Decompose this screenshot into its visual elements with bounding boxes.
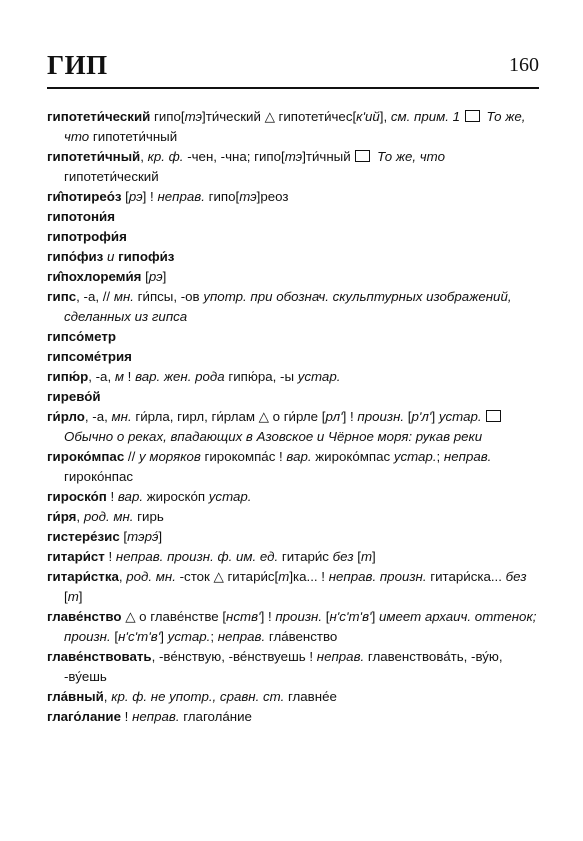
note-italic: То же, что — [373, 149, 445, 164]
entry-text: , — [103, 689, 112, 704]
dictionary-entry — [47, 207, 539, 227]
note-italic: рэ — [128, 189, 143, 204]
entry-text: ! — [104, 549, 116, 564]
entry-text: △ о главе́нстве [ — [121, 609, 227, 624]
entry-text: гитари́с — [278, 549, 333, 564]
entry-text: ги́рла, гирл, ги́рлам △ о ги́рле [ — [131, 409, 326, 424]
headword: гипотети́ческий — [47, 109, 151, 124]
entry-text: ] — [162, 269, 167, 284]
dictionary-entry — [47, 347, 539, 367]
note-italic: устар. — [393, 449, 437, 464]
entry-text: гирокомпа́с ! — [200, 449, 287, 464]
entry-text: главне́е — [284, 689, 337, 704]
note-italic: употр. при обознач. скульптурных изображений, сделанных из гипса — [64, 289, 512, 324]
headword: гироко́мпас — [47, 449, 125, 464]
note-italic: неправ. — [132, 709, 180, 724]
dictionary-entry — [47, 287, 539, 327]
entry-text: -сток △ гитари́с[ — [175, 569, 279, 584]
entry-text: гироко́нпас — [64, 469, 134, 484]
entry-text: [ — [110, 629, 119, 644]
entry-text: гитари́ска... — [426, 569, 506, 584]
entry-list — [47, 107, 539, 727]
definition-box-icon — [355, 150, 370, 162]
note-italic: рлʹ — [325, 409, 343, 424]
note-italic: род. мн. — [126, 569, 176, 584]
entry-text: ]ка... ! — [289, 569, 329, 584]
headword: главе́нство — [47, 609, 122, 624]
headword: гипотрофи́я — [47, 229, 127, 244]
entry-text: ги́псы, -ов — [133, 289, 204, 304]
entry-text: ] — [372, 549, 376, 564]
entry-text: // — [124, 449, 139, 464]
note-italic: м — [114, 369, 124, 384]
entry-text: , -а, — [84, 409, 112, 424]
entry-text: главенствова́ть, -ву́ю, -ву́ешь — [64, 649, 503, 684]
entry-text: [ — [121, 189, 129, 204]
note-italic: мн. — [111, 409, 132, 424]
entry-text: , — [140, 149, 148, 164]
headword: глаго́лание — [47, 709, 121, 724]
dictionary-entry — [47, 507, 539, 527]
entry-text: гирь — [133, 509, 164, 524]
dictionary-entry — [47, 227, 539, 247]
note-italic: у моряков — [139, 449, 201, 464]
dictionary-entry — [47, 327, 539, 347]
note-italic: устар. — [438, 409, 482, 424]
note-italic: неправ. произн. ф. им. ед. — [115, 549, 279, 564]
headword: гипо́физ — [47, 249, 104, 264]
note-italic: вар. — [286, 449, 312, 464]
dictionary-entry — [47, 527, 539, 547]
headword: ги̂похлореми́я — [47, 269, 142, 284]
note-italic: тэрэ́ — [127, 529, 159, 544]
entry-text: [ — [322, 609, 330, 624]
note-italic: рʹлʹ — [411, 409, 432, 424]
note-italic: нʹсʹтʹвʹ — [329, 609, 372, 624]
note-italic: Обычно о реках, впадающих в Азовское и Чёрное моря: рукав реки — [64, 429, 483, 444]
dictionary-entry — [47, 447, 539, 487]
headword: гироско́п — [47, 489, 107, 504]
headword: ги́рло — [47, 409, 85, 424]
headword: гла́вный — [47, 689, 104, 704]
entry-text: , -ве́нствую, -ве́нствуешь ! — [151, 649, 317, 664]
note-italic: и — [103, 249, 119, 264]
entry-text: ]ти́ческий △ гипотети́чес[ — [202, 109, 357, 124]
dictionary-entry — [47, 247, 539, 267]
dictionary-entry — [47, 687, 539, 707]
note-italic: произн. — [275, 609, 323, 624]
header-rule — [47, 87, 539, 89]
entry-text: гипю́ра, -ы — [224, 369, 298, 384]
note-italic: неправ. — [443, 449, 492, 464]
entry-text: гипо[ — [150, 109, 185, 124]
note-italic: мн. — [113, 289, 134, 304]
entry-text: , -а, // — [76, 289, 114, 304]
note-italic: т — [360, 549, 373, 564]
entry-text: ] — [158, 529, 163, 544]
dictionary-entry — [47, 147, 539, 187]
headword: гипс — [47, 289, 77, 304]
headword: главе́нствовать — [47, 649, 152, 664]
note-italic: вар. жен. рода — [135, 369, 225, 384]
dictionary-entry — [47, 267, 539, 287]
headword: гитари́стка — [47, 569, 119, 584]
entry-text — [460, 109, 464, 124]
note-italic: вар. — [117, 489, 144, 504]
dictionary-entry — [47, 707, 539, 727]
entry-text: ! — [120, 709, 133, 724]
headword: гипсоме́трия — [47, 349, 132, 364]
dictionary-entry — [47, 407, 539, 447]
definition-box-icon — [465, 110, 480, 122]
note-italic: имеет архаич. оттенок; произн. — [64, 609, 537, 644]
note-italic: без — [332, 549, 354, 564]
headword: гирево́й — [47, 389, 101, 404]
entry-text: гипотети́чный — [89, 129, 178, 144]
entry-text: [ — [404, 409, 412, 424]
entry-text: ], — [379, 109, 391, 124]
note-italic: см. прим. 1 — [390, 109, 461, 124]
headword: ги́ря — [47, 509, 77, 524]
entry-text: ] — [371, 609, 379, 624]
note-italic: род. мн. — [83, 509, 134, 524]
dictionary-entry — [47, 607, 539, 647]
headword: гипсо́метр — [47, 329, 116, 344]
note-italic: тэ — [239, 189, 257, 204]
note-italic: устар. — [297, 369, 341, 384]
entry-text: ]ти́чный — [302, 149, 355, 164]
page-header — [47, 48, 539, 88]
entry-text: , — [118, 569, 127, 584]
entry-text: ] ! — [342, 409, 358, 424]
dictionary-entry — [47, 367, 539, 387]
note-italic: устар. — [208, 489, 252, 504]
note-italic: То же, что — [64, 109, 526, 144]
entry-text: ; — [436, 449, 444, 464]
entry-text: [ — [64, 589, 68, 604]
entry-text: ]реоз — [256, 189, 289, 204]
definition-box-icon — [486, 410, 501, 422]
note-italic: произн. — [357, 409, 405, 424]
note-italic: нʹсʹтʹвʹ — [118, 629, 161, 644]
page-number: 160 — [509, 54, 539, 76]
entry-text: гипо[ — [204, 189, 240, 204]
entry-text: ] ! — [142, 189, 158, 204]
headword: гистере́зис — [47, 529, 120, 544]
headword: гипю́р — [47, 369, 89, 384]
entry-text: ! — [123, 369, 136, 384]
note-italic: т — [278, 569, 290, 584]
dictionary-entry — [47, 647, 539, 687]
entry-text: гла́венство — [265, 629, 338, 644]
dictionary-entry — [47, 567, 539, 607]
entry-text: [ — [141, 269, 149, 284]
entry-text: [ — [119, 529, 128, 544]
entry-text: гипотети́ческий — [64, 169, 159, 184]
entry-text: ] ! — [260, 609, 276, 624]
note-italic: без — [505, 569, 527, 584]
note-italic: кр. ф. — [147, 149, 184, 164]
entry-text: ] — [160, 629, 168, 644]
note-italic: тэ — [284, 149, 303, 164]
headword: гипофи́з — [118, 249, 175, 264]
entry-text: , — [76, 509, 84, 524]
entry-text — [482, 409, 486, 424]
running-head-word: ГИП — [47, 50, 108, 80]
note-italic: устар. — [167, 629, 211, 644]
entry-text: жироско́п — [143, 489, 209, 504]
headword: гитари́ст — [47, 549, 105, 564]
entry-text: , -а, — [88, 369, 115, 384]
dictionary-entry — [47, 487, 539, 507]
dictionary-entry — [47, 547, 539, 567]
dictionary-entry — [47, 107, 539, 147]
entry-text: глаголáние — [179, 709, 252, 724]
note-italic: рэ — [148, 269, 163, 284]
note-italic: кр. ф. не употр., сравн. ст. — [111, 689, 285, 704]
entry-text: -чен, -чна; гипо[ — [183, 149, 285, 164]
dictionary-entry — [47, 187, 539, 207]
note-italic: кʹий — [356, 109, 380, 124]
entry-text: ] — [431, 409, 439, 424]
note-italic: тэ — [184, 109, 203, 124]
headword: ги̂потирео́з — [47, 189, 122, 204]
headword: гипотони́я — [47, 209, 115, 224]
note-italic: неправ. произн. — [328, 569, 427, 584]
note-italic: неправ. — [217, 629, 266, 644]
entry-text: [ — [353, 549, 361, 564]
headword: гипотети́чный — [47, 149, 141, 164]
note-italic: неправ. — [157, 189, 205, 204]
dictionary-entry — [47, 387, 539, 407]
entry-text: жироко́мпас — [311, 449, 394, 464]
note-italic: нствʹ — [226, 609, 261, 624]
note-italic: т — [67, 589, 79, 604]
entry-text: ] — [78, 589, 83, 604]
entry-text: ! — [106, 489, 118, 504]
note-italic: неправ. — [316, 649, 365, 664]
entry-text: ; — [210, 629, 218, 644]
